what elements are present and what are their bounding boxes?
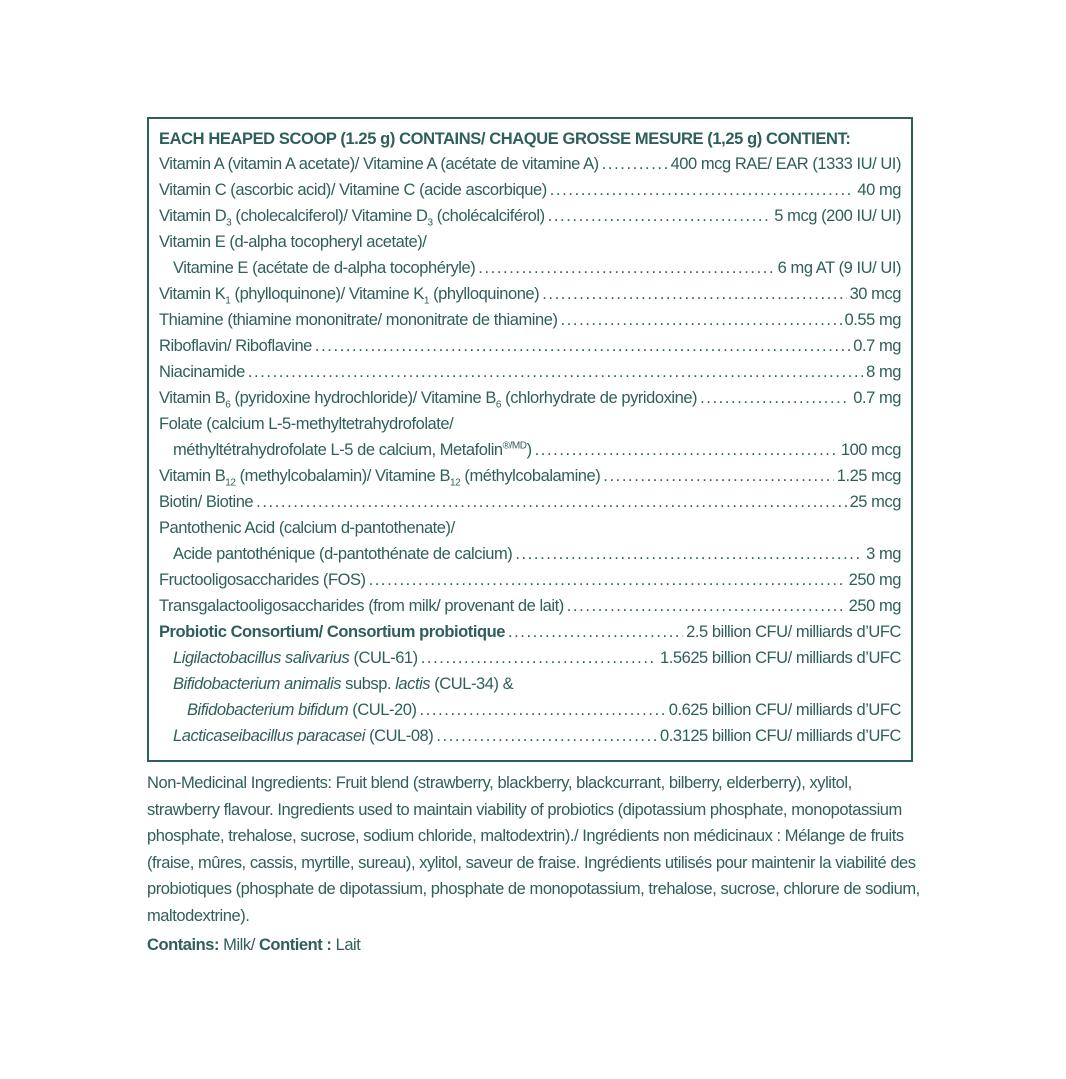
row-vitamin-d3: Vitamin $D_3$ (cholecalciferol)/ Vitamine $D_3$ (cholécalciférol) ..... 5 mcg (200 IU/ UI) [159,203,901,229]
row-vitamin-a: Vitamin A (vitamin A acetate)/ Vitamine A (acétate de vitamine A) ..... 400 mcg RAE/ EAR (1333 IU/ UI) [159,151,901,177]
row-vitamin-k1: Vitamin $K_1$ (phylloquinone)/ Vitamine $K_1$ (phylloquinone) ..... 30 mcg [159,281,901,307]
row-thiamine: Thiamine (thiamine mononitrate/ mononitrate de thiamine) ..... 0.55 mg [159,307,901,333]
row-vitamin-e: Vitamine E (acétate de d-alpha tocophéryle) ..... 6 mg AT (9 IU/ UI) [159,255,901,281]
row-gos: Transgalactooligosaccharides (from milk/ provenant de lait) ..... 250 mg [159,593,901,619]
row-riboflavin: Riboflavin/ Riboflavine ..... 0.7 mg [159,333,901,359]
row-salivarius: Ligilactobacillus salivarius (CUL-61) ..... 1.5625 billion CFU/ milliards d’UFC [159,645,901,671]
row-niacinamide: Niacinamide ..... 8 mg [159,359,901,385]
row-vitamin-c: Vitamin C (ascorbic acid)/ Vitamine C (acide ascorbique) ..... 40 mg [159,177,901,203]
row-paracasei: Lacticaseibacillus paracasei (CUL-08) ..... 0.3125 billion CFU/ milliards d’UFC [159,723,901,749]
row-vitamin-e-line1: Vitamin E (d-alpha tocopheryl acetate)/ [159,233,427,251]
supplement-facts-table [147,117,913,762]
row-pantothenic: Acide pantothénique (d-pantothénate de calcium) ..... 3 mg [159,541,901,567]
non-medicinal-ingredients: Non-Medicinal Ingredients: Fruit blend (strawberry, blackberry, blackcurrant, bilberry, elderberry), xylitol, strawberry flavour. Ingredients used to maintain viability of probiotics (dipotassium phosphate, monopotassium phosphate, trehalose, sucrose, sodium chloride, maltodextrin)./ Ingrédients non médicinaux : Mélange de fruits (fraise, mûres, cassis, myrtille, sureau), xylitol, saveur de fraise. Ingrédients utilisés pour maintenir la viabilité des probiotiques (phosphate de dipotassium, phosphate de monopotassium, trehalose, sucrose, chlorure de sodium, maltodextrine). [147,774,920,925]
row-biotin: Biotin/ Biotine ..... 25 mcg [159,489,901,515]
row-vitamin-b6: Vitamin $B_6$ (pyridoxine hydrochloride)/ Vitamine $B_6$ (chlorhydrate de pyridoxine) ..... 0.7 mg [159,385,901,411]
allergen-statement: Contains: Milk/ Contient : Lait [147,936,361,954]
table-header: EACH HEAPED SCOOP (1.25 g) CONTAINS/ CHAQUE GROSSE MESURE (1,25 g) CONTIENT: [159,130,851,148]
row-folate-line1: Folate (calcium L-5-methyltetrahydrofolate/ [159,415,454,433]
row-bifido-line1: Bifidobacterium animalis subsp. lactis (CUL-34) & [173,675,514,693]
row-bifido: Bifidobacterium bifidum (CUL-20) ..... 0.625 billion CFU/ milliards d’UFC [159,697,901,723]
row-vitamin-b12: Vitamin $B_{12}$ (methylcobalamin)/ Vitamine $B_{12}$ (méthylcobalamine) ..... 1.25 mcg [159,463,901,489]
row-pantothenic-line1: Pantothenic Acid (calcium d-pantothenate)/ [159,519,455,537]
row-probiotic-consortium: Probiotic Consortium/ Consortium probiotique ..... 2.5 billion CFU/ milliards d’UFC [159,619,901,645]
row-folate: méthyltétrahydrofolate L-5 de calcium, Metafolin$^{®/MD}$) ..... 100 mcg [159,437,901,463]
row-fos: Fructooligosaccharides (FOS) ..... 250 mg [159,567,901,593]
